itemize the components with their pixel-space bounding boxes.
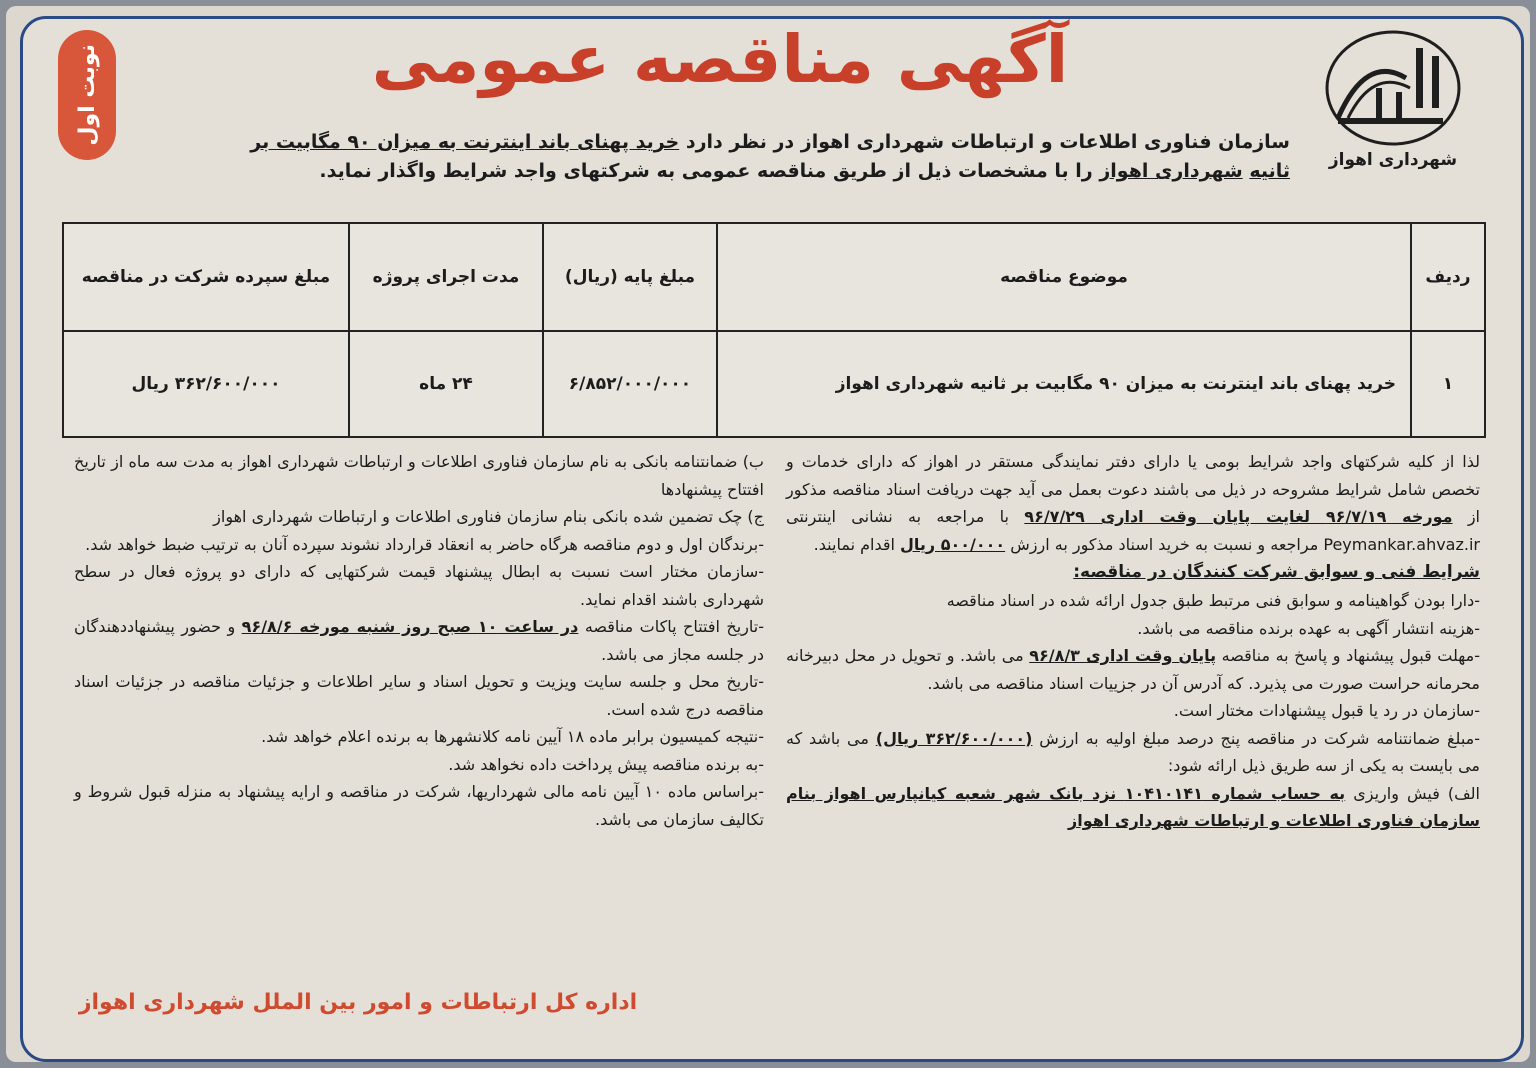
condition-item: -مهلت قبول پیشنهاد و پاسخ به مناقصه پایان وقت اداری ۹۶/۸/۳ می باشد. و تحویل در محل دبیرخانه محرمانه حراست صورت می پذیرد. که آدرس آن در جزییات اسناد مناقصه می باشد. [786, 646, 1481, 693]
cell-subject: خرید پهنای باند اینترنت به میزان ۹۰ مگابیت بر ثانیه شهرداری اهواز [717, 331, 1411, 437]
condition-item: -سازمان مختار است نسبت به ابطال پیشنهاد قیمت شرکتهایی که دارای دو پروژه فعال در سطح شهرداری باشند اقدام نماید. [74, 562, 764, 609]
cell-deposit: ۳۶۲/۶۰۰/۰۰۰ ریال [63, 331, 349, 437]
publication-badge [58, 30, 116, 160]
header-base-price: مبلغ پایه (ریال) [543, 223, 717, 331]
condition-item: -نتیجه کمیسیون برابر ماده ۱۸ آیین نامه کلانشهرها به برنده اعلام خواهد شد. [261, 727, 764, 747]
condition-item: -تاریخ افتتاح پاکات مناقصه در ساعت ۱۰ صبح روز شنبه مورخه ۹۶/۸/۶ و حضور پیشنهاددهندگان در جلسه مجاز می باشد. [74, 617, 765, 664]
header-row-no: ردیف [1411, 223, 1485, 331]
right-column [786, 448, 1480, 835]
condition-item: -تاریخ محل و جلسه سایت ویزیت و تحویل اسناد و سایر اطلاعات و جزئیات مناقصه در جزئیات اسناد مناقصه درج شده است. [74, 672, 764, 719]
condition-item: -مبلغ ضمانتنامه شرکت در مناقصه پنج درصد مبلغ اولیه به ارزش (۳۶۲/۶۰۰/۰۰۰ ریال) می باشد که می بایست به یکی از سه طریق ذیل ارائه شود: [786, 728, 1480, 776]
table-row [63, 331, 1485, 437]
badge-label: نوبت اول [74, 44, 100, 146]
condition-item: ب) ضمانتنامه بانکی به نام سازمان فناوری اطلاعات و ارتباطات شهرداری اهواز به مدت سه ماه از تاریخ افتتاح پیشنهادها [74, 452, 764, 499]
condition-item: -به برنده مناقصه پیش پرداخت داده نخواهد شد. [448, 754, 764, 774]
left-column [74, 448, 764, 833]
condition-item: -برندگان اول و دوم مناقصه هرگاه حاضر به انعقاد قرارداد نشوند سپرده آنان به ترتیب ضبط خواهد شد. [85, 534, 764, 554]
logo-caption: شهرداری اهواز [1328, 150, 1458, 170]
intro-paragraph: سازمان فناوری اطلاعات و ارتباطات شهرداری اهواز در نظر دارد خرید پهنای باند اینترنت به میزان ۹۰ مگابیت بر ثانیه شهرداری اهواز را با مشخصات ذیل از طریق مناقصه عمومی به شرکتهای واجد شرایط واگذار نماید. [250, 131, 1290, 183]
condition-item: الف) فیش واریزی به حساب شماره ۱۰۴۱۰۱۴۱ نزد بانک شهر شعبه کیانپارس اهواز بنام سازمان فناوری اطلاعات و ارتباطات شهرداری اهواز [786, 783, 1481, 831]
condition-item: -سازمان در رد یا قبول پیشنهادات مختار است. [1173, 701, 1480, 721]
tender-table [62, 222, 1486, 438]
condition-item: -دارا بودن گواهینامه و سوابق فنی مرتبط طبق جدول ارائه شده در اسناد مناقصه [946, 591, 1480, 611]
cell-duration: ۲۴ ماه [349, 331, 543, 437]
header-deposit: مبلغ سپرده شرکت در مناقصه [63, 223, 349, 331]
cell-row-no: ۱ [1411, 331, 1485, 437]
conditions-header: شرایط فنی و سوابق شرکت کنندگان در مناقصه: [1073, 562, 1480, 583]
header-subject: موضوع مناقصه [717, 223, 1411, 331]
issuing-office: اداره کل ارتباطات و امور بین الملل شهرداری اهواز [78, 990, 638, 1015]
notice-title: آگهی مناقصه عمومی [371, 21, 1069, 98]
condition-item: ج) چک تضمین شده بانکی بنام سازمان فناوری اطلاعات و ارتباطات شهرداری اهواز [213, 507, 764, 527]
header-duration: مدت اجرای پروژه [349, 223, 543, 331]
condition-item: -هزینه انتشار آگهی به عهده برنده مناقصه می باشد. [1137, 618, 1480, 638]
table-header-row [63, 223, 1485, 331]
cell-base-price: ۶/۸۵۲/۰۰۰/۰۰۰ [543, 331, 717, 437]
invitation-paragraph: لذا از کلیه شرکتهای واجد شرایط بومی یا دارای دفتر نمایندگی مستقر در اهواز که دارای خدمات و تخصص شامل شرایط مشروحه در ذیل می باشند دعوت بعمل می آید جهت دریافت اسناد مناقصه مذکور از مورخه ۹۶/۷/۱۹ لغایت پایان وقت اداری ۹۶/۷/۲۹ با مراجعه به نشانی اینترنتی Peymankar.ahvaz.ir مراجعه و نسبت به خرید اسناد مذکور به ارزش ۵۰۰/۰۰۰ ریال اقدام نمایند. [786, 452, 1481, 554]
condition-item: -براساس ماده ۱۰ آیین نامه مالی شهرداریها، شرکت در مناقصه و ارایه پیشنهاد به منزله قبول شروط و تکالیف سازمان می باشد. [74, 782, 764, 829]
